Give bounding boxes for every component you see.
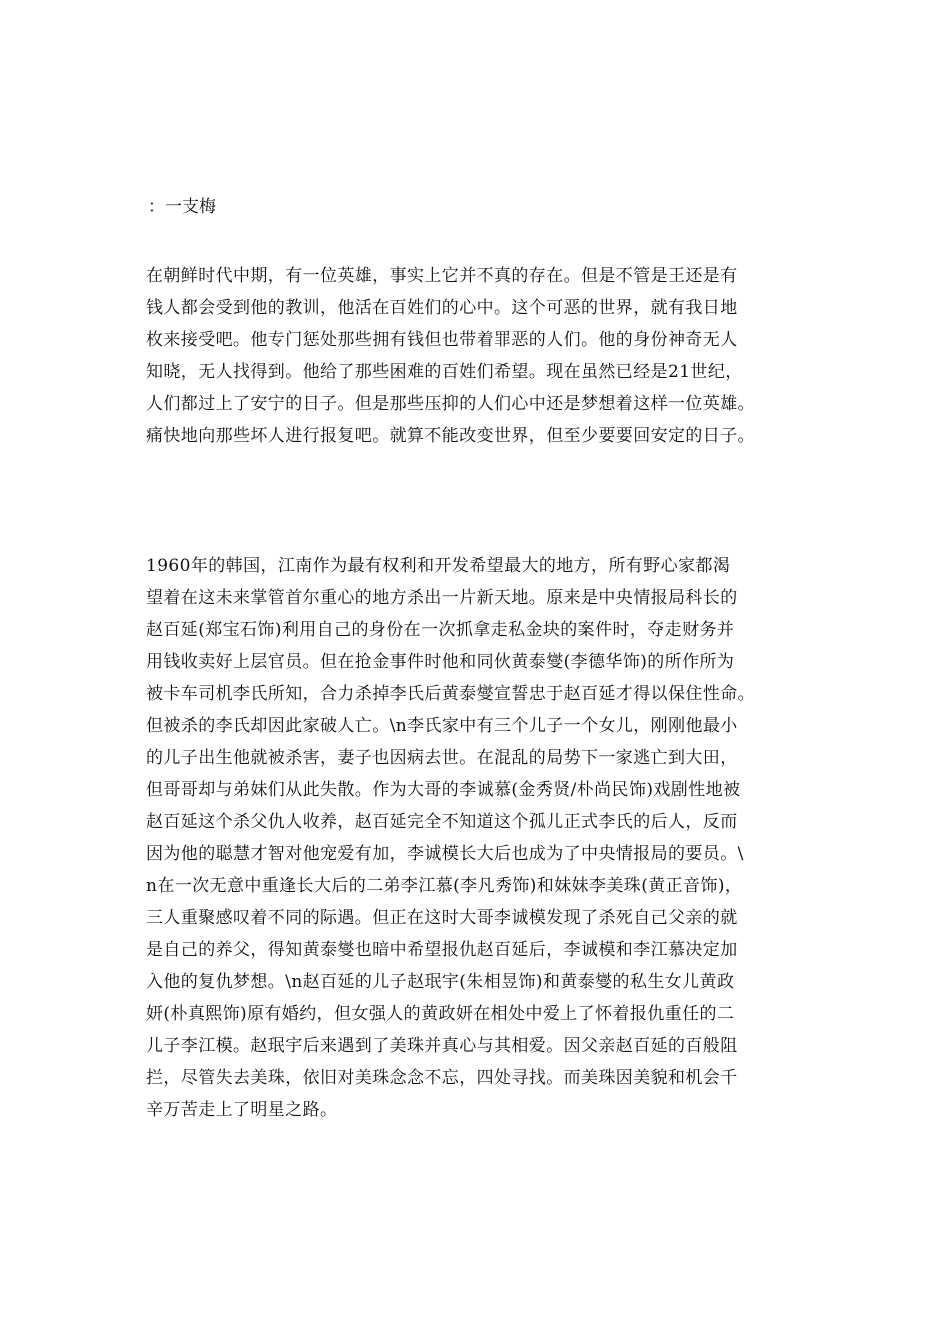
text-line: n在一次无意中重逢长大后的二弟李江慕(李凡秀饰)和妹妹李美珠(黄正音饰)， (146, 876, 743, 896)
paragraph-synopsis (146, 550, 811, 1126)
text-line: 是自己的养父，得知黄泰燮也暗中希望报仇赵百延后，李诚模和李江慕决定加 (146, 940, 738, 960)
paragraph-intro (146, 260, 811, 452)
text-line: 被卡车司机李氏所知，合力杀掉李氏后黄泰燮宣誓忠于赵百延才得以保住性命。 (146, 684, 755, 704)
text-line: 痛快地向那些坏人进行报复吧。就算不能改变世界，但至少要要回安定的日子。 (146, 426, 755, 446)
text-line: 知晓，无人找得到。他给了那些困难的百姓们希望。现在虽然已经是21世纪， (146, 362, 743, 382)
text-line: 入他的复仇梦想。\n赵百延的儿子赵珉宇(朱相昱饰)和黄泰燮的私生女儿黄政 (146, 972, 735, 992)
author-line: ：一支梅 (148, 197, 216, 217)
text-line: 但被杀的李氏却因此家破人亡。\n李氏家中有三个儿子一个女儿，刚刚他最小 (146, 716, 738, 736)
text-line: 人们都过上了安宁的日子。但是那些压抑的人们心中还是梦想着这样一位英雄。 (146, 394, 755, 414)
text-line: 拦，尽管失去美珠，依旧对美珠念念不忘，四处寻找。而美珠因美貌和机会千 (146, 1068, 738, 1088)
text-line: 三人重聚感叹着不同的际遇。但正在这时大哥李诚模发现了杀死自己父亲的就 (146, 908, 738, 928)
text-line: 辛万苦走上了明星之路。 (146, 1100, 338, 1120)
text-line: 在朝鲜时代中期，有一位英雄，事实上它并不真的存在。但是不管是王还是有 (146, 266, 738, 286)
text-line: 的儿子出生他就被杀害，妻子也因病去世。在混乱的局势下一家逃亡到大田， (146, 748, 738, 768)
text-line: 1960年的韩国，江南作为最有权利和开发希望最大的地方，所有野心家都渴 (146, 556, 731, 576)
text-line: 儿子李江模。赵珉宇后来遇到了美珠并真心与其相爱。因父亲赵百延的百般阻 (146, 1036, 738, 1056)
text-line: 用钱收卖好上层官员。但在抢金事件时他和同伙黄泰燮(李德华饰)的所作所为 (146, 652, 735, 672)
text-line: 因为他的聪慧才智对他宠爱有加，李诚模长大后也成为了中央情报局的要员。\ (146, 844, 744, 864)
text-line: 妍(朴真熙饰)原有婚约，但女强人的黄政妍在相处中爱上了怀着报仇重任的二 (146, 1004, 735, 1024)
text-line: 枚来接受吧。他专门惩处那些拥有钱但也带着罪恶的人们。他的身份神奇无人 (146, 330, 738, 350)
text-line: 钱人都会受到他的教训，他活在百姓们的心中。这个可恶的世界，就有我日地 (146, 298, 738, 318)
text-line: 但哥哥却与弟妹们从此失散。作为大哥的李诚慕(金秀贤/朴尚民饰)戏剧性地被 (146, 780, 741, 800)
text-line: 赵百延(郑宝石饰)利用自己的身份在一次抓拿走私金块的案件时，夺走财务并 (146, 620, 735, 640)
text-line: 赵百延这个杀父仇人收养，赵百延完全不知道这个孤儿正式李氏的后人，反而 (146, 812, 738, 832)
text-line: 望着在这未来掌管首尔重心的地方杀出一片新天地。原来是中央情报局科长的 (146, 588, 738, 608)
